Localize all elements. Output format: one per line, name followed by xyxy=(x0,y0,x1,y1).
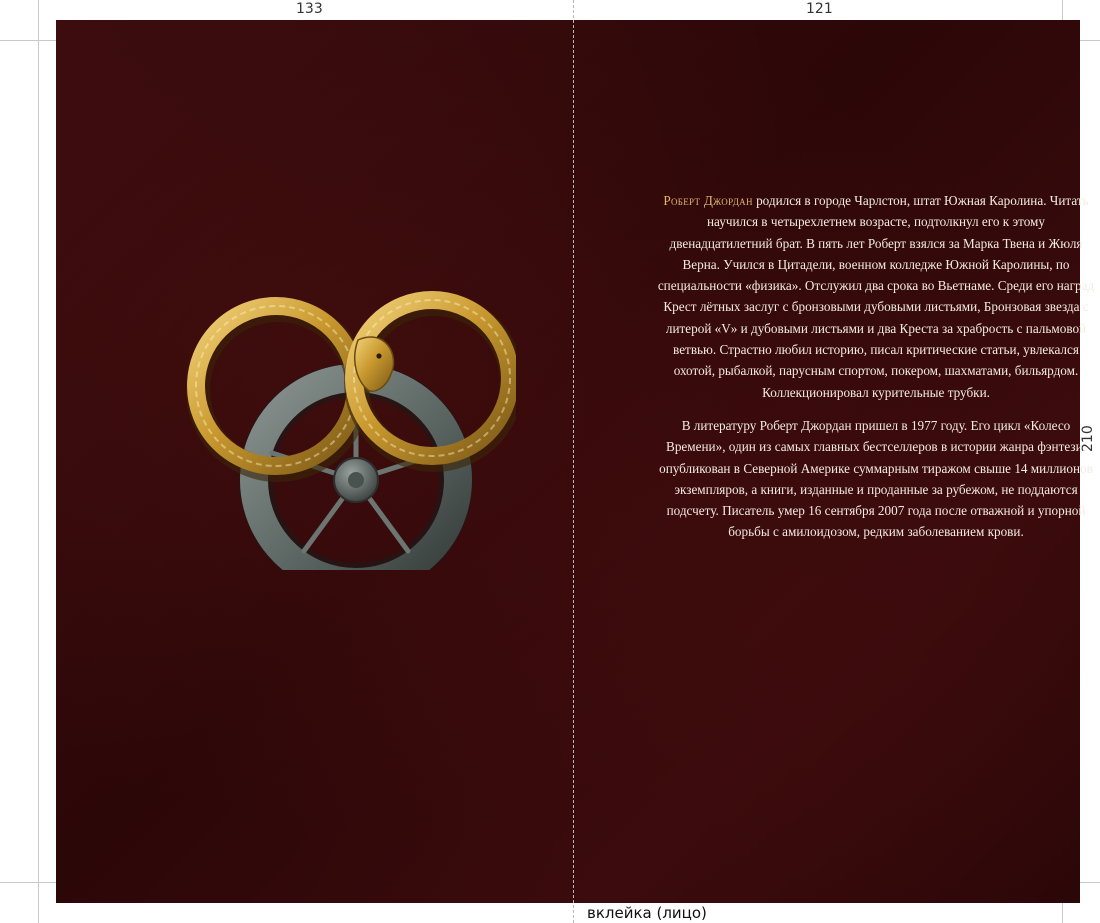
panel-height-label: 210 xyxy=(1080,425,1096,452)
author-name: Роберт Джордан xyxy=(663,193,753,208)
trim-line-left xyxy=(38,0,39,923)
left-panel-width-label: 133 xyxy=(296,1,323,17)
bio-paragraph-2: В литературу Роберт Джордан пришел в 1977 году. Его цикл «Колесо Времени», один из самых главных бестселлеров в истории жанра фэнтези, опубликован в Северной Америке суммарным тиражом свыше 14 миллионов экземпляров, а книги, изданные и проданные за рубежом, не поддаются подсчету. Писатель умер 16 сентября 2007 года после отважной и упорной борьбы с амилоидозом, редким заболеванием крови. xyxy=(659,417,1093,540)
author-biography xyxy=(656,190,1096,555)
wheel-of-time-serpent-emblem xyxy=(186,270,516,570)
sheet-caption: вклейка (лицо) xyxy=(587,904,707,922)
bio-paragraph-1 xyxy=(656,190,1096,403)
right-panel-width-label: 121 xyxy=(806,1,833,17)
fold-line xyxy=(573,0,574,923)
bio-paragraph-1-text: родился в городе Чарлстон, штат Южная Каролина. Читать научился в четырехлетнем возрасте, подтолкнул его к этому двенадцатилетний брат. В пять лет Роберт взялся за Марка Твена и Жюля Верна. Учился в Цитадели, военном колледже Южной Каролины, по специальности «физика». Отслужил два срока во Вьетнаме. Среди его наград Крест лётных заслуг с бронзовыми дубовыми листьями, Бронзовая звезда с литерой «V» и дубовыми листьями и два Креста за храбрость с пальмовой ветвью. Страстно любил историю, писал критические статьи, увлекался охотой, рыбалкой, парусным спортом, покером, шахматами, бильярдом. Коллекционировал курительные трубки. xyxy=(657,193,1095,400)
